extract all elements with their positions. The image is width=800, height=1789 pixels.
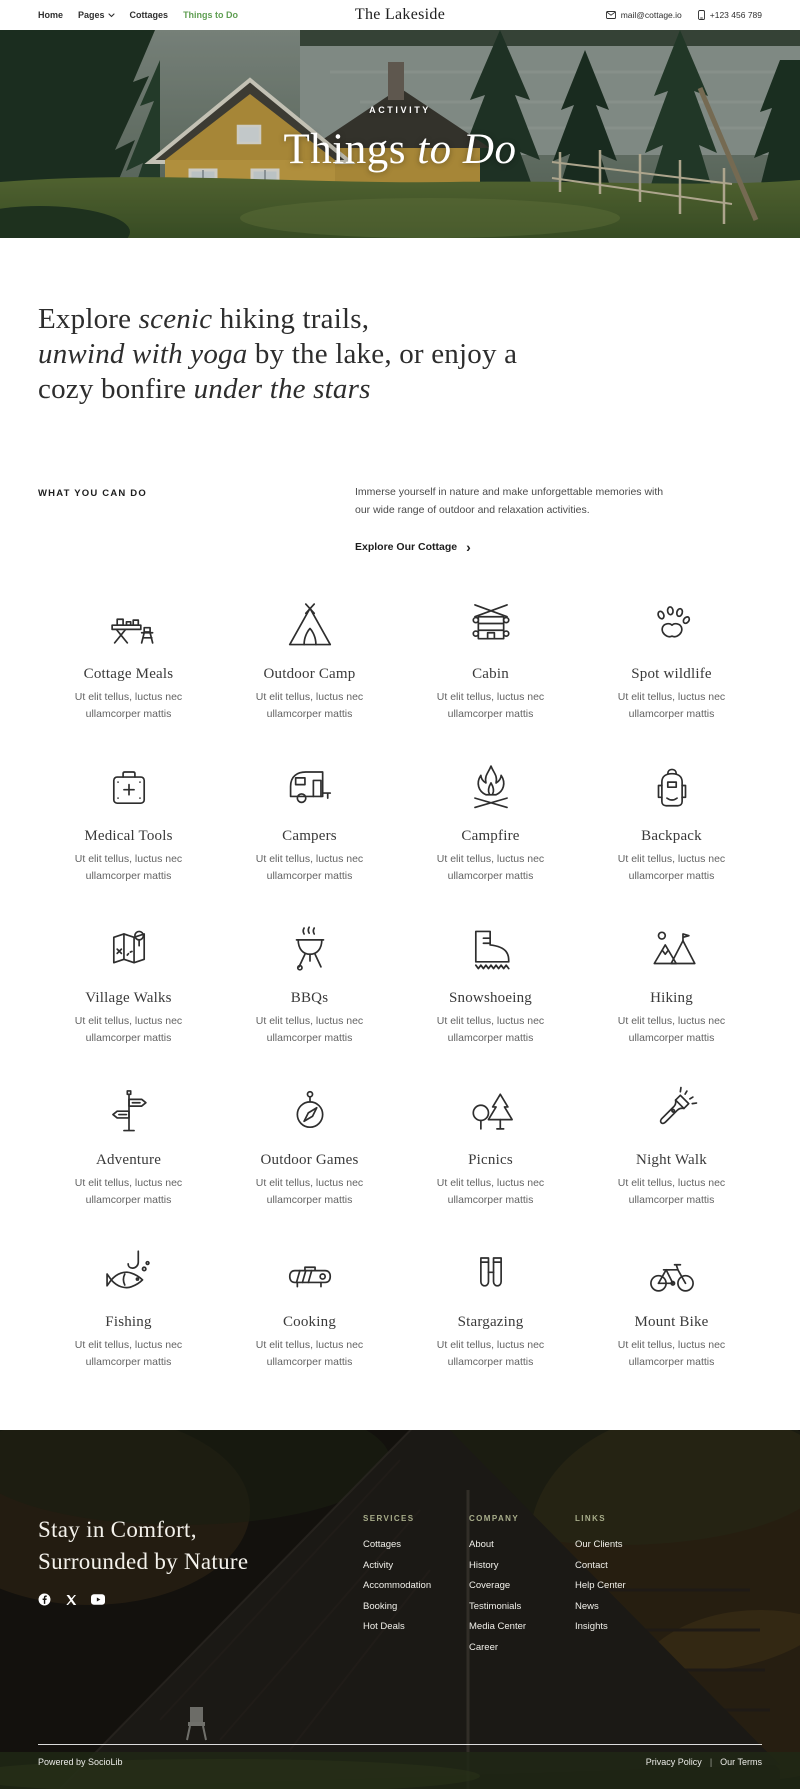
footer-link-accommodation[interactable]: Accommodation bbox=[363, 1580, 432, 1591]
activity-title: Outdoor Games bbox=[260, 1152, 359, 1169]
camper-trailer-icon bbox=[219, 759, 400, 815]
footer-column-links bbox=[575, 1514, 681, 1662]
activity-title: Cabin bbox=[472, 666, 509, 683]
activity-title: Hiking bbox=[650, 990, 693, 1007]
activity-description: Ut elit tellus, luctus nec ullamcorper mattis bbox=[436, 1339, 545, 1369]
footer-link-insights[interactable]: Insights bbox=[575, 1621, 608, 1632]
footer-column-title: COMPANY bbox=[469, 1514, 520, 1523]
phone-link[interactable] bbox=[698, 10, 762, 20]
activity-description: Ut elit tellus, luctus nec ullamcorper mattis bbox=[436, 1177, 545, 1207]
activity-description: Ut elit tellus, luctus nec ullamcorper mattis bbox=[617, 1015, 726, 1045]
activity-description: Ut elit tellus, luctus nec ullamcorper mattis bbox=[74, 1015, 183, 1045]
activity-title: Mount Bike bbox=[634, 1314, 709, 1331]
activity-title: Snowshoeing bbox=[448, 990, 533, 1007]
activity-card bbox=[400, 759, 581, 885]
activity-description: Ut elit tellus, luctus nec ullamcorper mattis bbox=[436, 853, 545, 883]
backpack-icon bbox=[581, 759, 762, 815]
activity-title: Medical Tools bbox=[84, 828, 173, 845]
phone-text: +123 456 789 bbox=[709, 10, 762, 20]
first-aid-kit-icon bbox=[38, 759, 219, 815]
intro-seg: cozy bonfire bbox=[38, 372, 194, 405]
footer-column-title: SERVICES bbox=[363, 1514, 415, 1523]
footer-link-hot-deals[interactable]: Hot Deals bbox=[363, 1621, 405, 1632]
activity-card bbox=[219, 1083, 400, 1209]
campfire-icon bbox=[400, 759, 581, 815]
flashlight-icon bbox=[581, 1083, 762, 1139]
activity-description: Ut elit tellus, luctus nec ullamcorper mattis bbox=[617, 1339, 726, 1369]
activity-description: Ut elit tellus, luctus nec ullamcorper mattis bbox=[255, 1015, 364, 1045]
footer-link-about[interactable]: About bbox=[469, 1539, 494, 1550]
footer-link-cottages[interactable]: Cottages bbox=[363, 1539, 402, 1550]
activity-description: Ut elit tellus, luctus nec ullamcorper mattis bbox=[74, 1177, 183, 1207]
activity-title: Cottage Meals bbox=[83, 666, 174, 683]
footer-link-news[interactable]: News bbox=[575, 1600, 599, 1612]
activity-description: Ut elit tellus, luctus nec ullamcorper mattis bbox=[436, 691, 545, 721]
mountains-icon bbox=[581, 921, 762, 977]
nav-cottages[interactable]: Cottages bbox=[129, 10, 169, 20]
youtube-icon[interactable] bbox=[91, 1594, 105, 1605]
footer-link-booking[interactable]: Booking bbox=[363, 1600, 398, 1612]
footer-heading-line2: Surrounded by Nature bbox=[38, 1548, 249, 1574]
nav-pages-label: Pages bbox=[78, 10, 105, 20]
camping-stove-icon bbox=[219, 1245, 400, 1301]
activity-card bbox=[581, 759, 762, 885]
footer-column-company bbox=[469, 1514, 575, 1662]
activity-description: Ut elit tellus, luctus nec ullamcorper mattis bbox=[74, 1339, 183, 1369]
bbq-grill-icon bbox=[219, 921, 400, 977]
envelope-icon bbox=[606, 11, 616, 19]
footer-divider bbox=[38, 1744, 762, 1745]
activity-description: Ut elit tellus, luctus nec ullamcorper mattis bbox=[74, 853, 183, 883]
hero bbox=[0, 30, 800, 238]
email-text: mail@cottage.io bbox=[620, 10, 682, 20]
cta-label: Explore Our Cottage bbox=[355, 541, 458, 554]
powered-by-text: Powered by SocioLib bbox=[38, 1757, 123, 1767]
intro-heading bbox=[38, 302, 762, 406]
activity-card bbox=[400, 1083, 581, 1209]
activity-card bbox=[38, 759, 219, 885]
footer-heading-block bbox=[38, 1514, 363, 1662]
activity-card bbox=[38, 1245, 219, 1371]
nav-things-to-do[interactable]: Things to Do bbox=[183, 10, 239, 20]
log-cabin-icon bbox=[400, 597, 581, 653]
header-contact bbox=[606, 10, 762, 20]
activity-description: Ut elit tellus, luctus nec ullamcorper mattis bbox=[255, 691, 364, 721]
hiking-boot-icon bbox=[400, 921, 581, 977]
footer-link-our-clients[interactable]: Our Clients bbox=[575, 1539, 623, 1550]
footer-link-testimonials[interactable]: Testimonials bbox=[469, 1600, 522, 1612]
binoculars-icon bbox=[400, 1245, 581, 1301]
top-navigation bbox=[0, 0, 800, 30]
footer-column-title: LINKS bbox=[575, 1514, 606, 1523]
footer-heading-line1: Stay in Comfort, bbox=[38, 1517, 197, 1542]
activity-title: Cooking bbox=[282, 1314, 337, 1331]
activity-card bbox=[400, 1245, 581, 1371]
arrow-right-icon: › bbox=[466, 539, 471, 556]
compass-icon bbox=[219, 1083, 400, 1139]
activity-card bbox=[581, 1083, 762, 1209]
main-content bbox=[0, 238, 800, 1430]
footer-column-services bbox=[363, 1514, 469, 1662]
hero-text bbox=[0, 30, 800, 238]
privacy-policy-link[interactable]: Privacy Policy bbox=[645, 1757, 702, 1767]
activity-description: Ut elit tellus, luctus nec ullamcorper mattis bbox=[436, 1015, 545, 1045]
activity-card bbox=[219, 1245, 400, 1371]
footer-link-media-center[interactable]: Media Center bbox=[469, 1621, 527, 1632]
activity-description: Ut elit tellus, luctus nec ullamcorper mattis bbox=[617, 1177, 726, 1207]
hero-eyebrow: ACTIVITY bbox=[369, 104, 431, 115]
activity-card bbox=[219, 921, 400, 1047]
tent-icon bbox=[219, 597, 400, 653]
activity-title: Night Walk bbox=[636, 1152, 707, 1169]
footer-content bbox=[0, 1430, 800, 1662]
x-icon[interactable] bbox=[65, 1594, 77, 1606]
activity-card bbox=[219, 597, 400, 723]
picnic-table-icon bbox=[38, 597, 219, 653]
activity-title: Campfire bbox=[461, 828, 520, 845]
footer-separator: | bbox=[709, 1757, 713, 1767]
trees-icon bbox=[400, 1083, 581, 1139]
nav-pages[interactable] bbox=[78, 10, 115, 20]
footer-link-activity[interactable]: Activity bbox=[363, 1559, 394, 1571]
footer-bottom-bar bbox=[38, 1744, 762, 1767]
activity-title: Picnics bbox=[468, 1152, 513, 1169]
activity-card bbox=[38, 1083, 219, 1209]
section-label: WHAT YOU CAN DO bbox=[38, 488, 147, 500]
footer-link-career[interactable]: Career bbox=[469, 1641, 499, 1653]
signpost-icon bbox=[38, 1083, 219, 1139]
activity-title: Campers bbox=[282, 828, 337, 845]
activity-card bbox=[400, 597, 581, 723]
fish-hook-icon bbox=[38, 1245, 219, 1301]
section-description: Immerse yourself in nature and make unforgettable memories with our wide range of outdoor and relaxation activities. bbox=[355, 486, 664, 517]
intro-seg: by the lake, or enjoy a bbox=[247, 337, 518, 370]
activity-description: Ut elit tellus, luctus nec ullamcorper mattis bbox=[617, 853, 726, 883]
bicycle-icon bbox=[581, 1245, 762, 1301]
main-nav bbox=[38, 10, 238, 20]
nav-home[interactable]: Home bbox=[38, 10, 64, 20]
map-icon bbox=[38, 921, 219, 977]
footer-link-help-center[interactable]: Help Center bbox=[575, 1580, 626, 1591]
hero-title-italic: to Do bbox=[417, 125, 517, 173]
explore-cottage-link[interactable] bbox=[355, 540, 471, 554]
intro-seg-italic: unwind with yoga bbox=[38, 337, 248, 370]
facebook-icon[interactable] bbox=[38, 1593, 51, 1606]
what-you-can-do-section bbox=[38, 484, 762, 555]
intro-seg: hiking trails, bbox=[212, 303, 370, 335]
paw-print-icon bbox=[581, 597, 762, 653]
activity-description: Ut elit tellus, luctus nec ullamcorper mattis bbox=[255, 1177, 364, 1207]
activities-grid bbox=[38, 597, 762, 1371]
activity-card bbox=[581, 1245, 762, 1371]
activity-title: Outdoor Camp bbox=[263, 666, 356, 683]
phone-icon bbox=[698, 10, 705, 20]
footer-link-coverage[interactable]: Coverage bbox=[469, 1580, 511, 1591]
hero-title-regular: Things bbox=[283, 125, 418, 173]
activity-title: Village Walks bbox=[85, 990, 172, 1007]
activity-description: Ut elit tellus, luctus nec ullamcorper mattis bbox=[255, 1339, 364, 1369]
intro-seg-italic: under the stars bbox=[193, 372, 371, 405]
activity-card bbox=[38, 921, 219, 1047]
intro-seg-italic: scenic bbox=[138, 303, 213, 335]
email-link[interactable] bbox=[606, 10, 682, 20]
chevron-down-icon bbox=[108, 13, 115, 18]
activity-card bbox=[581, 921, 762, 1047]
activity-card bbox=[400, 921, 581, 1047]
activity-title: Adventure bbox=[95, 1152, 162, 1169]
site-logo[interactable]: The Lakeside bbox=[354, 6, 446, 23]
social-links bbox=[38, 1593, 363, 1606]
activity-title: Stargazing bbox=[457, 1314, 524, 1331]
footer-heading bbox=[38, 1514, 363, 1577]
activity-card bbox=[219, 759, 400, 885]
activity-card bbox=[38, 597, 219, 723]
page-title bbox=[284, 125, 517, 174]
activity-description: Ut elit tellus, luctus nec ullamcorper mattis bbox=[255, 853, 364, 883]
activity-card bbox=[581, 597, 762, 723]
activity-title: BBQs bbox=[290, 990, 329, 1007]
our-terms-link[interactable]: Our Terms bbox=[720, 1757, 762, 1767]
footer-link-history[interactable]: History bbox=[469, 1559, 499, 1571]
activity-title: Spot wildlife bbox=[631, 666, 712, 683]
activity-title: Backpack bbox=[641, 828, 702, 845]
activity-description: Ut elit tellus, luctus nec ullamcorper mattis bbox=[617, 691, 726, 721]
section-intro bbox=[355, 484, 677, 555]
footer-link-contact[interactable]: Contact bbox=[575, 1559, 608, 1571]
intro-seg: Explore bbox=[38, 303, 139, 335]
footer bbox=[0, 1430, 800, 1789]
activity-title: Fishing bbox=[105, 1314, 152, 1331]
activity-description: Ut elit tellus, luctus nec ullamcorper mattis bbox=[74, 691, 183, 721]
